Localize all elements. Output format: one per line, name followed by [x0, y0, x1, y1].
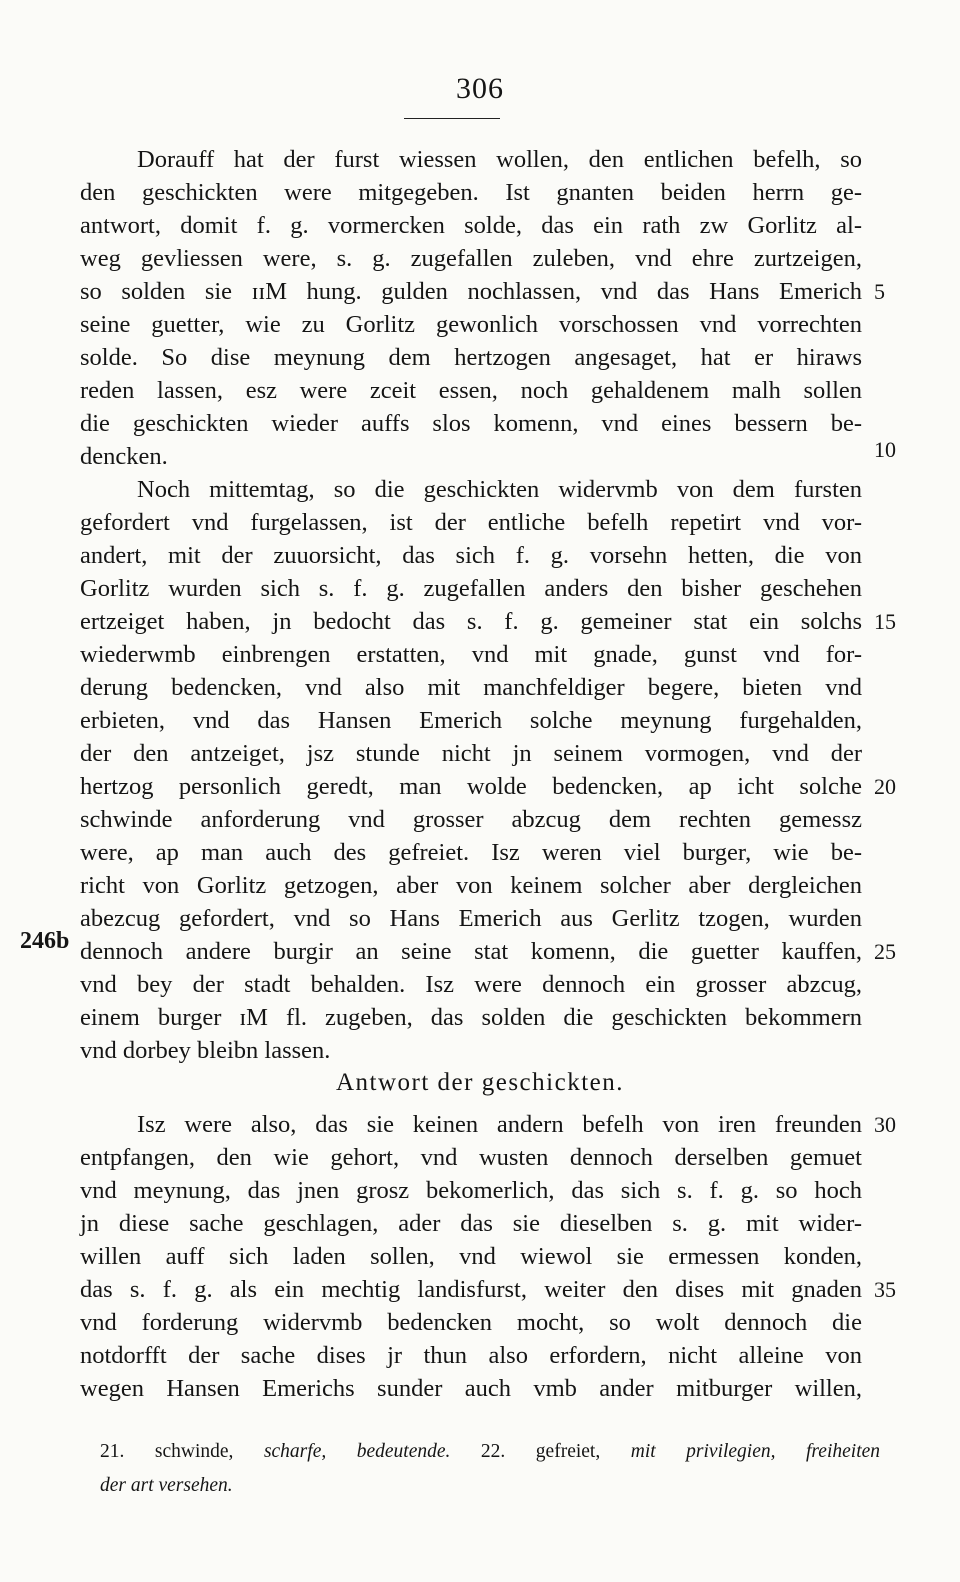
text-line: notdorfft der sache dises jr thun also erfordern, nicht alleine von: [80, 1342, 862, 1369]
text-line: jn diese sache geschlagen, ader das sie dieselben s. g. mit wider-: [80, 1210, 862, 1237]
text-line: were, ap man auch des gefreiet. Isz weren viel burger, wie be-: [80, 839, 862, 866]
footnote-number: 21.: [100, 1441, 125, 1462]
text-line: weg gevliessen were, s. g. zugefallen zuleben, vnd ehre zurtzeigen,: [80, 245, 862, 272]
text-line: vnd meynung, das jnen grosz bekomerlich, das sich s. f. g. so hoch: [80, 1177, 862, 1204]
footnote-line: [100, 1472, 233, 1500]
line-number: 25: [874, 939, 896, 964]
text-line: vnd dorbey bleibn lassen.: [80, 1037, 331, 1064]
text-line: andert, mit der zuuorsicht, das sich f. g. vorsehn hetten, die von: [80, 542, 862, 569]
text-line: solde. So dise meynung dem hertzogen angesaget, hat er hiraws: [80, 344, 862, 371]
line-number: 35: [874, 1277, 896, 1302]
text-line: den geschickten were mitgegeben. Ist gnanten beiden herrn ge-: [80, 179, 862, 206]
text-line: ertzeiget haben, jn bedocht das s. f. g. gemeiner stat ein solchs: [80, 608, 862, 635]
text-line: seine guetter, wie zu Gorlitz gewonlich vorschossen vnd vorrechten: [80, 311, 862, 338]
text-line: abezcug gefordert, vnd so Hans Emerich aus Gerlitz tzogen, wurden: [80, 905, 862, 932]
text-line: wiederwmb einbrengen erstatten, vnd mit gnade, gunst vnd for-: [80, 641, 862, 668]
text-line: das s. f. g. als ein mechtig landisfurst, weiter den dises mit gnaden: [80, 1276, 862, 1303]
text-line: wegen Hansen Emerichs sunder auch vmb ander mitburger willen,: [80, 1375, 862, 1402]
footnote-number: 22.: [480, 1441, 506, 1462]
line-number: 10: [874, 437, 896, 462]
text-line: gefordert vnd furgelassen, ist der entliche befelh repetirt vnd vor-: [80, 509, 862, 536]
text-line: schwinde anforderung vnd grosser abzcug dem rechten gemessz: [80, 806, 862, 833]
footnote-line: [100, 1438, 880, 1466]
line-number: 5: [874, 279, 885, 304]
text-line: hertzog personlich geredt, man wolde bedencken, ap icht solche: [80, 773, 862, 800]
text-line: so solden sie ɪɪM hung. gulden nochlassen, vnd das Hans Emerich: [80, 278, 862, 305]
section-heading: Antwort der geschickten.: [335, 1069, 624, 1096]
text-line: Dorauff hat der furst wiessen wollen, den entlichen befelh, so: [137, 146, 862, 173]
line-number: 15: [874, 609, 896, 634]
text-line: vnd bey der stadt behalden. Isz were dennoch ein grosser abzcug,: [80, 971, 862, 998]
page-number: 306: [456, 72, 504, 105]
text-line: erbieten, vnd das Hansen Emerich solche meynung furgehalden,: [80, 707, 862, 734]
text-line: antwort, domit f. g. vormercken solde, das ein rath zw Gorlitz al-: [80, 212, 862, 239]
text-line: dencken.: [80, 443, 168, 470]
footnote-gloss: scharfe, bedeutende.: [263, 1441, 451, 1462]
text-line: Isz were also, das sie keinen andern befelh von iren freunden: [137, 1111, 862, 1138]
text-line: entpfangen, den wie gehort, vnd wusten dennoch derselben gemuet: [80, 1144, 862, 1171]
text-line: vnd forderung widervmb bedencken mocht, so wolt dennoch die: [80, 1309, 862, 1336]
page-number-rule: [404, 118, 500, 119]
footnote-gloss: der art versehen.: [100, 1475, 233, 1496]
text-line: der den antzeiget, jsz stunde nicht jn seinem vormogen, vnd der: [80, 740, 862, 767]
text-line: Gorlitz wurden sich s. f. g. zugefallen anders den bisher geschehen: [80, 575, 862, 602]
text-line: reden lassen, esz were zceit essen, noch gehaldenem malh sollen: [80, 377, 862, 404]
text-line: die geschickten wieder auffs slos komenn, vnd eines bessern be-: [80, 410, 862, 437]
footnote-gloss: mit privilegien, freiheiten: [630, 1441, 881, 1462]
text-line: einem burger ɪM fl. zugeben, das solden die geschickten bekommern: [80, 1004, 862, 1031]
text-line: dennoch andere burgir an seine stat komenn, die guetter kauffen,: [80, 938, 862, 965]
line-number: 20: [874, 774, 896, 799]
footnote-word: schwinde,: [154, 1441, 234, 1462]
line-number: 30: [874, 1112, 896, 1137]
text-line: willen auff sich laden sollen, vnd wiewol sie ermessen konden,: [80, 1243, 862, 1270]
footnote-word: gefreiet,: [535, 1441, 601, 1462]
folio-marker: 246b: [20, 928, 70, 954]
text-line: richt von Gorlitz getzogen, aber von keinem solcher aber dergleichen: [80, 872, 862, 899]
text-line: derung bedencken, vnd also mit manchfeldiger begere, bieten vnd: [80, 674, 862, 701]
text-line: Noch mittemtag, so die geschickten widervmb von dem fursten: [137, 476, 862, 503]
